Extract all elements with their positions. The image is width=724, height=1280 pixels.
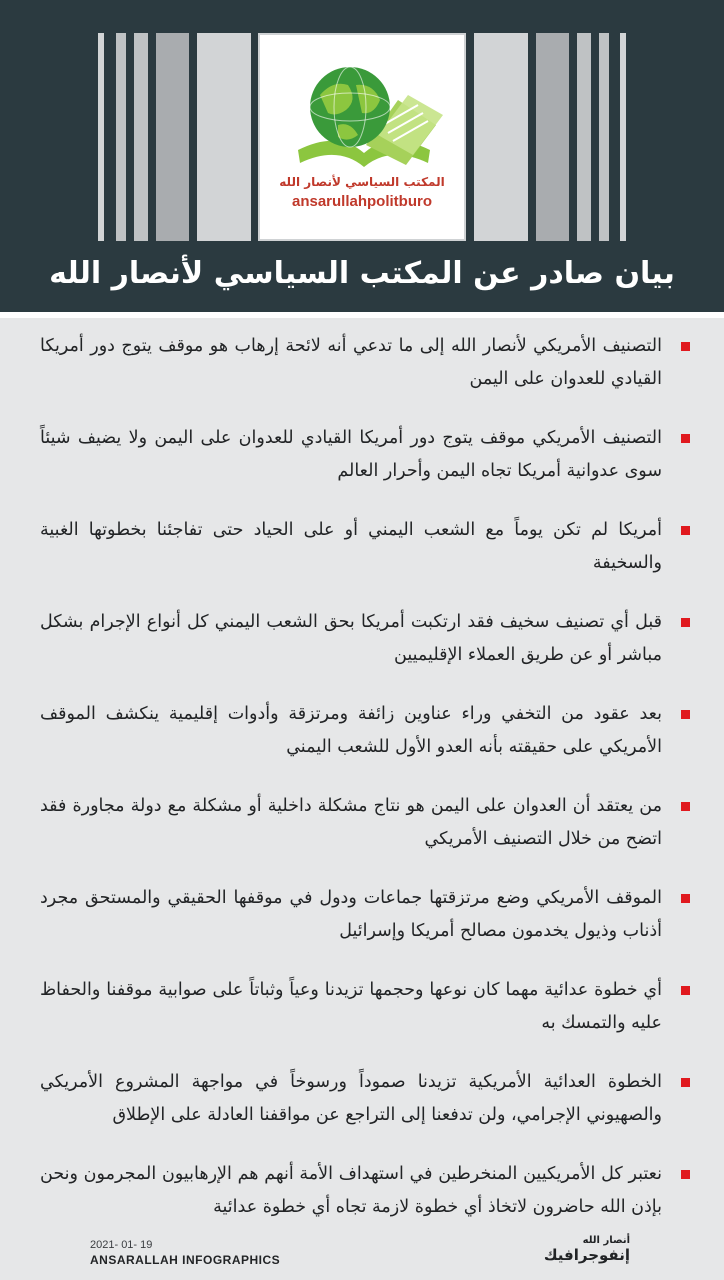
logo-english-text: ansarullahpolitburo [291,193,432,210]
list-item [40,698,690,764]
item-text: قبل أي تصنيف سخيف فقد ارتكبت أمريكا بحق الشعب اليمني كل أنواع الإجرام بشكل مباشر أو عن طريق العملاء الإقليميين [40,612,662,665]
logo-big-text: إنفوجرافيك [543,1246,630,1264]
bullet-icon [681,1170,690,1179]
list-item [40,882,690,948]
decor-stripe [134,33,148,241]
decor-stripe [474,33,528,241]
list-item [40,514,690,580]
list-item [40,790,690,856]
item-text: أي خطوة عدائية مهما كان نوعها وحجمها تزيدنا وعياً وثباتاً على صوابية موقفنا والحفاظ عليه والتمسك به [40,980,662,1033]
decor-stripe [577,33,591,241]
item-text: بعد عقود من التخفي وراء عناوين زائفة ومرتزقة وأدوات إقليمية ينكشف الموقف الأمريكي على حقيقته بأنه العدو الأول للشعب اليمني [40,704,662,757]
bullet-icon [681,802,690,811]
decor-stripe [156,33,189,241]
politburo-logo [258,33,466,241]
decor-stripe [98,33,104,241]
globe-book-icon [278,55,450,175]
item-text: من يعتقد أن العدوان على اليمن هو نتاج مشكلة داخلية أو مشكلة مع دولة مجاورة فقد اتضح من خلال التصنيف الأمريكي [40,796,662,849]
bullet-icon [681,1078,690,1087]
footer-brand: ANSARALLAH INFOGRAPHICS [90,1253,281,1267]
page-title: بيان صادر عن المكتب السياسي لأنصار الله [49,256,675,291]
list-item [40,330,690,396]
decor-stripe [197,33,251,241]
logo-small-text: أنصار الله [582,1235,630,1246]
decor-stripe [536,33,569,241]
item-text: التصنيف الأمريكي موقف يتوج دور أمريكا القيادي للعدوان على اليمن ولا يضيف شيئاً سوى عدوانية أمريكا تجاه اليمن وأحرار العالم [40,428,662,481]
list-item [40,1066,690,1132]
item-text: نعتبر كل الأمريكيين المنخرطين في استهداف الأمة أنهم هم الإرهابيون المجرمون ونحن بإذن الله حاضرون لاتخاذ أي خطوة لازمة تجاه أي خطوة عدائية [40,1164,662,1217]
list-item [40,606,690,672]
footer-date: 2021- 01- 19 [90,1239,153,1251]
statement-list [40,330,690,1250]
infographics-logo [544,1234,630,1262]
decor-stripe [620,33,626,241]
list-item [40,1158,690,1224]
item-text: الخطوة العدائية الأمريكية تزيدنا صموداً ورسوخاً في مواجهة المشروع الأمريكي والصهيوني الإجرامي، ولن تدفعنا إلى التراجع عن مواقفنا العادلة على الإطلاق [40,1072,662,1125]
bullet-icon [681,434,690,443]
item-text: أمريكا لم تكن يوماً مع الشعب اليمني أو على الحياد حتى تفاجئنا بخطوتها الغبية والسخيفة [40,520,662,573]
bullet-icon [681,342,690,351]
list-item [40,422,690,488]
bullet-icon [681,894,690,903]
decor-stripe [116,33,126,241]
bullet-icon [681,618,690,627]
decor-stripe [599,33,609,241]
item-text: الموقف الأمريكي وضع مرتزقتها جماعات ودول في موقفها الحقيقي والمستحق مجرد أذناب وذيول يخدمون مصالح أمريكا وإسرائيل [40,888,662,941]
header-banner [0,0,724,312]
list-item [40,974,690,1040]
item-text: التصنيف الأمريكي لأنصار الله إلى ما تدعي أنه لائحة إرهاب هو موقف يتوج دور أمريكا القيادي للعدوان على اليمن [40,336,662,389]
bullet-icon [681,986,690,995]
bullet-icon [681,710,690,719]
logo-arabic-text: المكتب السياسي لأنصار الله [279,175,445,189]
bullet-icon [681,526,690,535]
divider [0,312,724,318]
